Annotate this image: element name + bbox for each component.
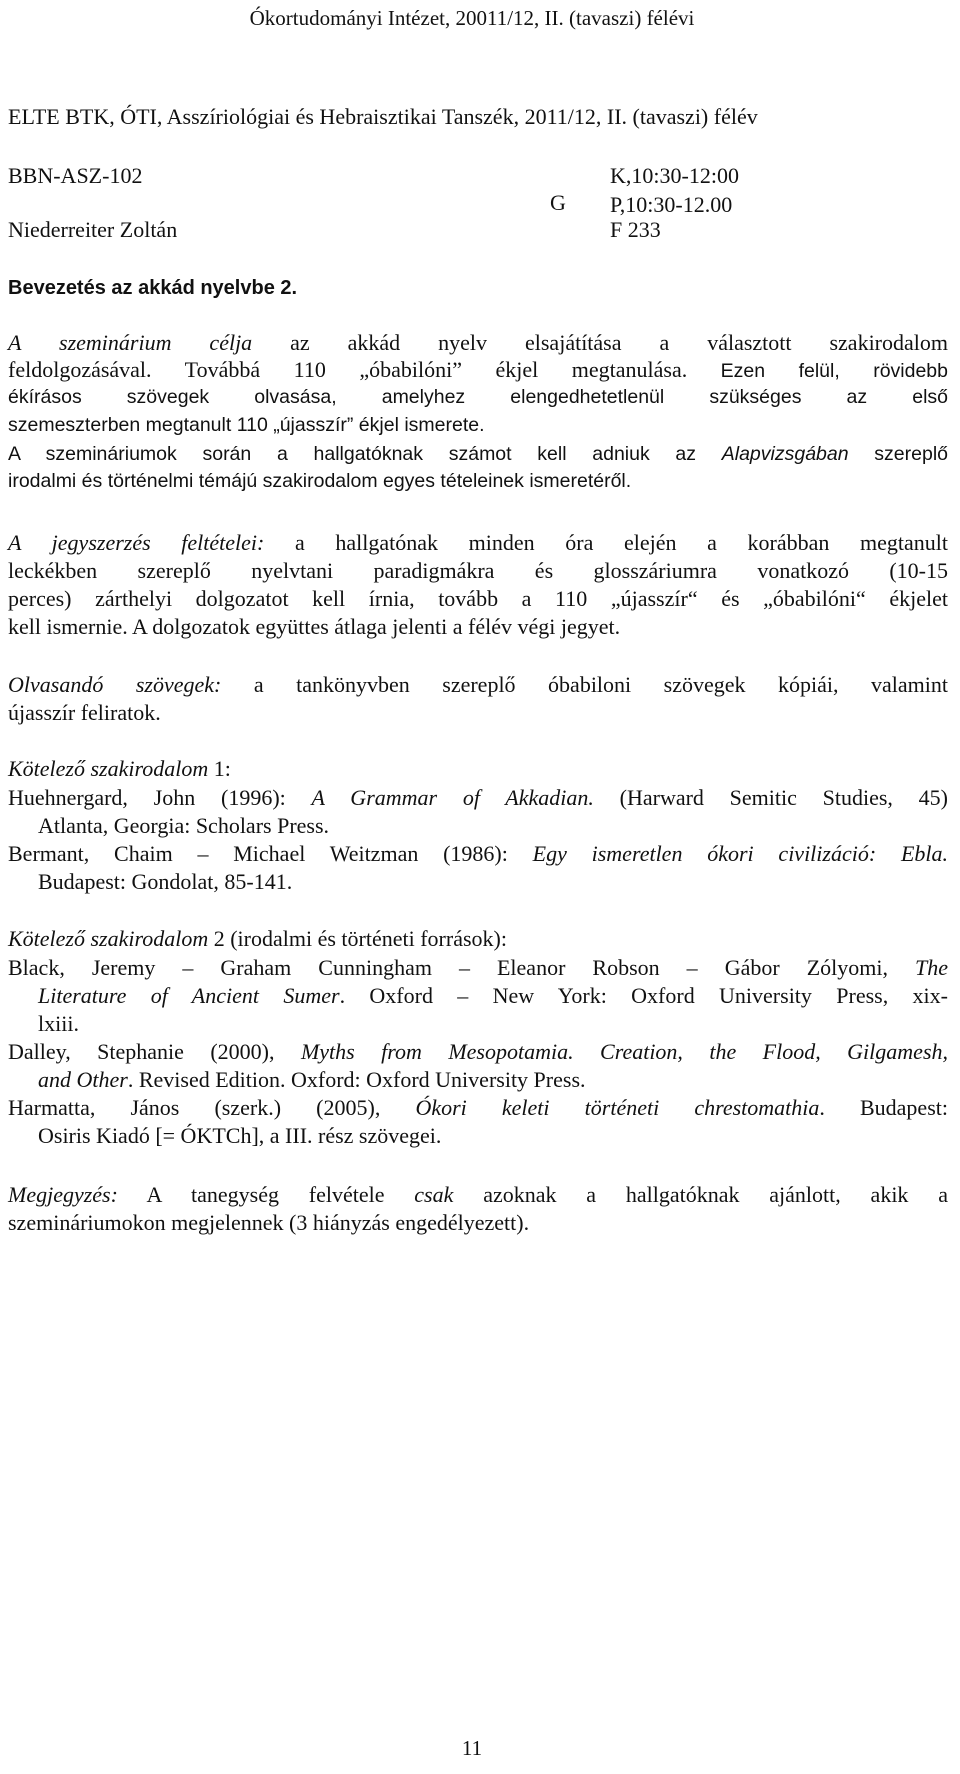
note-line-2: szemináriumokon megjelennek (3 hiányzás engedélyezett). [8,1210,530,1235]
lit2-ref-1-cont [38,983,948,1009]
goal-line-5 [8,443,948,466]
page-number: 11 [461,1736,483,1760]
lit1-ref-2-title: Egy ismeretlen ókori civilizáció: Ebla. [532,841,948,866]
lit2-ref-3 [8,1095,948,1121]
note-line-1 [8,1182,948,1208]
goal-line-5-italic: Alapvizsgában [721,443,849,465]
lit2-ref-1-pages: lxiii. [38,1011,79,1036]
lit1-ref-1-author: Huehnergard, John (1996): [8,785,312,810]
lit2-ref-2-title-b: and Other [38,1067,128,1092]
readings-text: a tankönyvben szereplő óbabiloni szövegek kópiái, valamint [221,672,948,697]
lit2-ref-3-title: Ókori keleti történeti chrestomathia [415,1095,820,1120]
lit1-ref-1-series: (Harward Semitic Studies, 45) [593,785,948,810]
instructor-name: Niederreiter Zoltán [8,217,178,242]
readings-line-1 [8,672,948,698]
grading-text: a hallgatónak minden óra elején a korábban megtanult [264,530,948,555]
course-time-1: K,10:30-12:00 [610,163,739,188]
department-line: ELTE BTK, ÓTI, Asszíriológiai és Hebraisztikai Tanszék, 2011/12, II. (tavaszi) félév [8,104,758,129]
lit2-ref-1-authors: Black, Jeremy – Graham Cunningham – Eleanor Robson – Gábor Zólyomi, [8,955,915,980]
course-type: G [550,190,566,215]
grading-line-2: leckékben szereplő nyelvtani paradigmákra és glosszáriumra vonatkozó (10-15 [8,558,948,583]
note-emphasis: csak [414,1182,454,1207]
goal-line-4: szemeszterben megtanult 110 „újasszír” ékjel ismerete. [8,414,485,436]
lit2-heading-italic: Kötelező szakirodalom [8,926,209,951]
lit2-ref-1-title-a: The [915,955,948,980]
lit1-ref-2-author: Bermant, Chaim – Michael Weitzman (1986): [8,841,533,866]
goal-line-2-sans: Ezen felül, rövidebb [687,360,948,382]
readings-label: Olvasandó szövegek: [8,672,222,697]
goal-line-5-b: szereplő [848,443,948,465]
lit2-ref-3-author: Harmatta, János (szerk.) (2005), [8,1095,416,1120]
lit2-ref-1-title-b: Literature of Ancient Sumer [38,983,340,1008]
lit2-heading-text: 2 (irodalmi és történeti források): [208,926,507,951]
grading-line-4: kell ismernie. A dolgozatok együttes átlaga jelenti a félév végi jegyet. [8,614,621,639]
lit1-ref-2 [8,841,948,867]
lit2-heading [8,926,507,952]
course-code: BBN-ASZ-102 [8,163,143,188]
lit2-ref-3-city: . Budapest: [819,1095,948,1120]
lit2-ref-2-cont [38,1067,948,1093]
goal-text: az akkád nyelv elsajátítása a választott szakirodalom [252,330,948,355]
lit1-heading [8,756,231,782]
note-text-b: azoknak a hallgatóknak ajánlott, akik a [453,1182,948,1207]
goal-label: A szeminárium célja [8,330,253,355]
lit2-ref-1-publisher: . Oxford – New York: Oxford University Press, xix- [339,983,948,1008]
lit2-ref-2-author: Dalley, Stephanie (2000), [8,1039,301,1064]
grading-line-1 [8,530,948,556]
grading-line-3: perces) zárthelyi dolgozatot kell írnia, tovább a 110 „újasszír“ és „óbabilóni“ ékjelet [8,586,948,611]
lit2-ref-3-cont: Osiris Kiadó [= ÓKTCh], a III. rész szövegei. [38,1123,442,1148]
goal-line-6: irodalmi és történelmi témájú szakirodalom egyes tételeinek ismeretéről. [8,470,632,492]
room: F 233 [610,217,661,242]
note-label: Megjegyzés: [8,1182,118,1207]
lit1-heading-number: 1: [208,756,231,781]
lit1-ref-2-cont: Budapest: Gondolat, 85-141. [38,869,293,894]
goal-line-2-text: feldolgozásával. Továbbá 110 „óbabilóni” ékjel megtanulása. [8,357,688,382]
lit1-ref-1 [8,785,948,811]
lit2-ref-1 [8,955,948,981]
grading-label: A jegyszerzés feltételei: [8,530,265,555]
goal-line-2 [8,357,948,383]
goal-line-1 [8,330,948,356]
note-text-a: A tanegység felvétele [117,1182,415,1207]
course-title: Bevezetés az akkád nyelvbe 2. [8,277,298,299]
lit1-ref-1-cont: Atlanta, Georgia: Scholars Press. [38,813,330,838]
lit2-ref-2-title: Myths from Mesopotamia. Creation, the Flood, Gilgamesh, [300,1039,948,1064]
lit1-ref-1-title: A Grammar of Akkadian. [311,785,594,810]
lit1-heading-italic: Kötelező szakirodalom [8,756,209,781]
course-time-2: P,10:30-12.00 [610,192,733,217]
lit2-ref-2-publisher: . Revised Edition. Oxford: Oxford University Press. [127,1067,586,1092]
goal-line-5-a: A szemináriumok során a hallgatóknak számot kell adniuk az [8,443,722,465]
readings-line-2: újasszír feliratok. [8,700,161,725]
goal-line-3: ékírásos szövegek olvasása, amelyhez elengedhetetlenül szükséges az első [8,386,948,408]
running-header: Ókortudományi Intézet, 20011/12, II. (tavaszi) félévi [249,6,695,30]
lit2-ref-2 [8,1039,948,1065]
